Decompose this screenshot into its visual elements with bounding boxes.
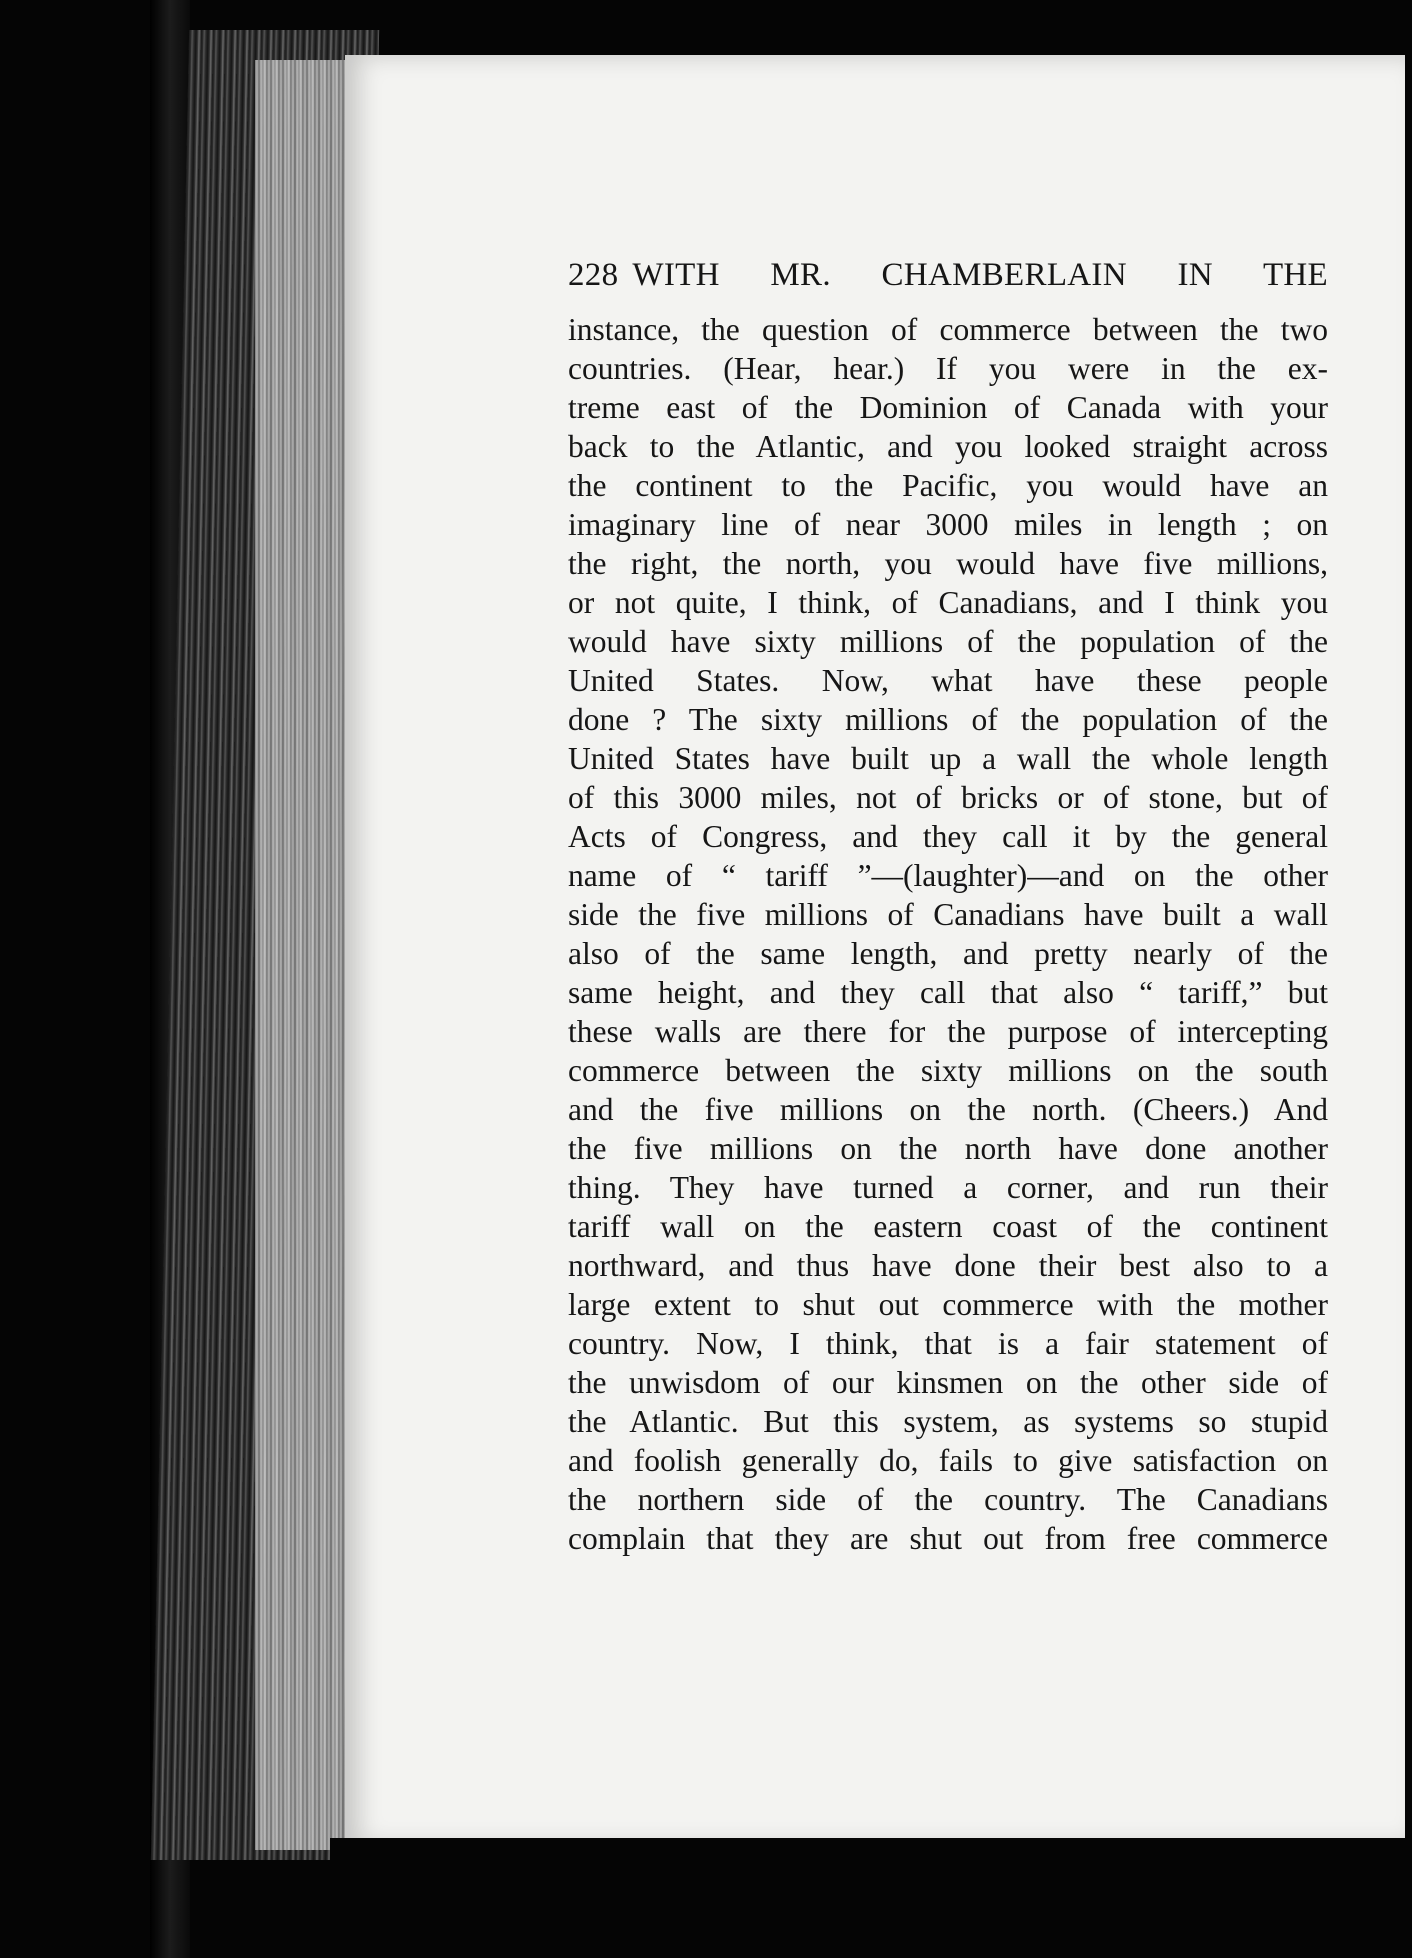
body-line: imaginary line of near 3000 miles in length ; on bbox=[568, 507, 1328, 542]
body-line: done ? The sixty millions of the population of the bbox=[568, 702, 1328, 737]
body-line: name of “ tariff ”—(laughter)—and on the other bbox=[568, 858, 1328, 893]
body-line: complain that they are shut out from free commerce bbox=[568, 1521, 1328, 1556]
body-line: the northern side of the country. The Canadians bbox=[568, 1482, 1328, 1517]
running-head-title: WITH MR. CHAMBERLAIN IN THE bbox=[632, 257, 1328, 293]
body-line: large extent to shut out commerce with the mother bbox=[568, 1287, 1328, 1322]
body-line: treme east of the Dominion of Canada with your bbox=[568, 390, 1328, 425]
body-line: instance, the question of commerce between the two bbox=[568, 312, 1328, 347]
body-line: the continent to the Pacific, you would have an bbox=[568, 468, 1328, 503]
body-line: these walls are there for the purpose of intercepting bbox=[568, 1014, 1328, 1049]
body-line: country. Now, I think, that is a fair statement of bbox=[568, 1326, 1328, 1361]
body-line: United States. Now, what have these people bbox=[568, 663, 1328, 698]
body-line: tariff wall on the eastern coast of the continent bbox=[568, 1209, 1328, 1244]
body-line: the Atlantic. But this system, as systems so stupid bbox=[568, 1404, 1328, 1439]
body-line: would have sixty millions of the population of the bbox=[568, 624, 1328, 659]
body-line: and the five millions on the north. (Cheers.) And bbox=[568, 1092, 1328, 1127]
body-line: and foolish generally do, fails to give satisfaction on bbox=[568, 1443, 1328, 1478]
body-line: northward, and thus have done their best also to a bbox=[568, 1248, 1328, 1283]
body-line: Acts of Congress, and they call it by the general bbox=[568, 819, 1328, 854]
page-number: 228 bbox=[568, 257, 619, 293]
running-head bbox=[568, 250, 1328, 300]
body-line: back to the Atlantic, and you looked straight across bbox=[568, 429, 1328, 464]
body-line: the five millions on the north have done another bbox=[568, 1131, 1328, 1166]
page-bottom-shadow bbox=[330, 1838, 1412, 1958]
body-line: same height, and they call that also “ tariff,” but bbox=[568, 975, 1328, 1010]
body-line: thing. They have turned a corner, and run their bbox=[568, 1170, 1328, 1205]
page-text-block bbox=[568, 250, 1328, 1558]
body-text bbox=[568, 310, 1328, 1558]
body-line: or not quite, I think, of Canadians, and I think you bbox=[568, 585, 1328, 620]
body-line: United States have built up a wall the whole length bbox=[568, 741, 1328, 776]
body-line: also of the same length, and pretty nearly of the bbox=[568, 936, 1328, 971]
body-line: the right, the north, you would have five millions, bbox=[568, 546, 1328, 581]
body-line: commerce between the sixty millions on the south bbox=[568, 1053, 1328, 1088]
body-line: side the five millions of Canadians have built a wall bbox=[568, 897, 1328, 932]
body-line: the unwisdom of our kinsmen on the other side of bbox=[568, 1365, 1328, 1400]
body-line: countries. (Hear, hear.) If you were in the ex- bbox=[568, 351, 1328, 386]
body-line: of this 3000 miles, not of bricks or of stone, but of bbox=[568, 780, 1328, 815]
